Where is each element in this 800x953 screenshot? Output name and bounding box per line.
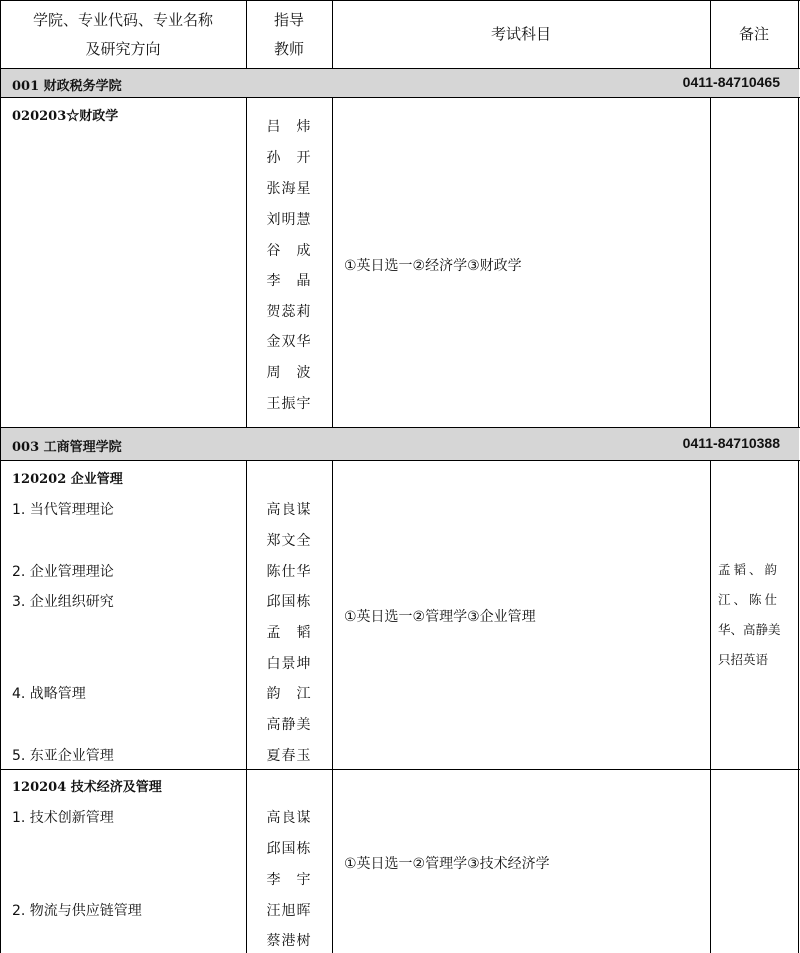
advisor-name: 吕 炜 — [266, 119, 312, 135]
section-phone: 0411-84710388 — [682, 435, 780, 451]
header-col1-line2: 及研究方向 — [85, 40, 161, 58]
advisor-name: 邱国栋 — [266, 594, 312, 610]
advisor-name: 贺蕊莉 — [266, 304, 312, 320]
advisor-name: 汪旭晖 — [266, 903, 312, 919]
research-direction: 3. 企业组织研究 — [12, 594, 114, 610]
header-col2-line1: 指导 — [273, 11, 304, 29]
major-title: 120204 技术经济及管理 — [12, 780, 162, 795]
advisor-name: 张海星 — [266, 181, 312, 197]
section-title: 001 财政税务学院 — [12, 79, 122, 94]
advisor-name: 王振宇 — [266, 396, 312, 412]
note-line: 只招英语 — [718, 652, 769, 667]
header-col1-line1: 学院、专业代码、专业名称 — [32, 11, 213, 29]
research-direction: 2. 物流与供应链管理 — [12, 903, 142, 919]
advisor-name: 高良谋 — [266, 810, 312, 826]
research-direction: 5. 东亚企业管理 — [12, 748, 114, 764]
header-col2-line2: 教师 — [273, 40, 304, 58]
advisor-name: 高良谋 — [266, 502, 312, 518]
advisor-name: 白景坤 — [266, 656, 312, 672]
header-col-notes: 备注 — [738, 25, 769, 43]
note-line: 孟韬、韵 — [718, 562, 781, 577]
exam-subjects: ①英日选一②经济学③财政学 — [344, 258, 522, 274]
exam-subjects: ①英日选一②管理学③企业管理 — [344, 609, 536, 625]
research-direction: 4. 战略管理 — [12, 686, 86, 702]
section-title: 003 工商管理学院 — [12, 440, 122, 455]
major-title: 020203☆财政学 — [12, 109, 119, 124]
header-col-exam-subjects: 考试科目 — [490, 25, 551, 43]
research-direction: 2. 企业管理理论 — [12, 564, 114, 580]
advisor-name: 谷 成 — [266, 243, 312, 259]
advisor-name: 李 宇 — [266, 872, 312, 888]
note-line: 华、高静美 — [718, 622, 781, 637]
advisor-name: 刘明慧 — [266, 212, 312, 228]
advisor-name: 李 晶 — [266, 273, 312, 289]
advisor-name: 郑文全 — [266, 533, 312, 549]
major-title: 120202 企业管理 — [12, 472, 123, 487]
advisor-name: 韵 江 — [266, 686, 312, 702]
advisor-name: 高静美 — [266, 717, 312, 733]
advisor-name: 蔡港树 — [266, 933, 312, 949]
research-direction: 1. 技术创新管理 — [12, 810, 114, 826]
advisor-name: 夏春玉 — [266, 748, 312, 764]
note-line: 江、陈仕 — [718, 592, 781, 607]
advisor-name: 孙 开 — [266, 150, 312, 166]
section-phone: 0411-84710465 — [682, 74, 780, 90]
advisor-name: 邱国栋 — [266, 841, 312, 857]
header-col-department — [0, 6, 246, 64]
note — [718, 555, 794, 675]
exam-subjects: ①英日选一②管理学③技术经济学 — [344, 856, 550, 872]
advisor-name: 孟 韬 — [266, 625, 312, 641]
advisor-name: 陈仕华 — [266, 564, 312, 580]
advisor-name: 周 波 — [266, 365, 312, 381]
research-direction: 1. 当代管理理论 — [12, 502, 114, 518]
advisor-name: 金双华 — [266, 334, 312, 350]
header-col-advisor — [246, 6, 332, 64]
